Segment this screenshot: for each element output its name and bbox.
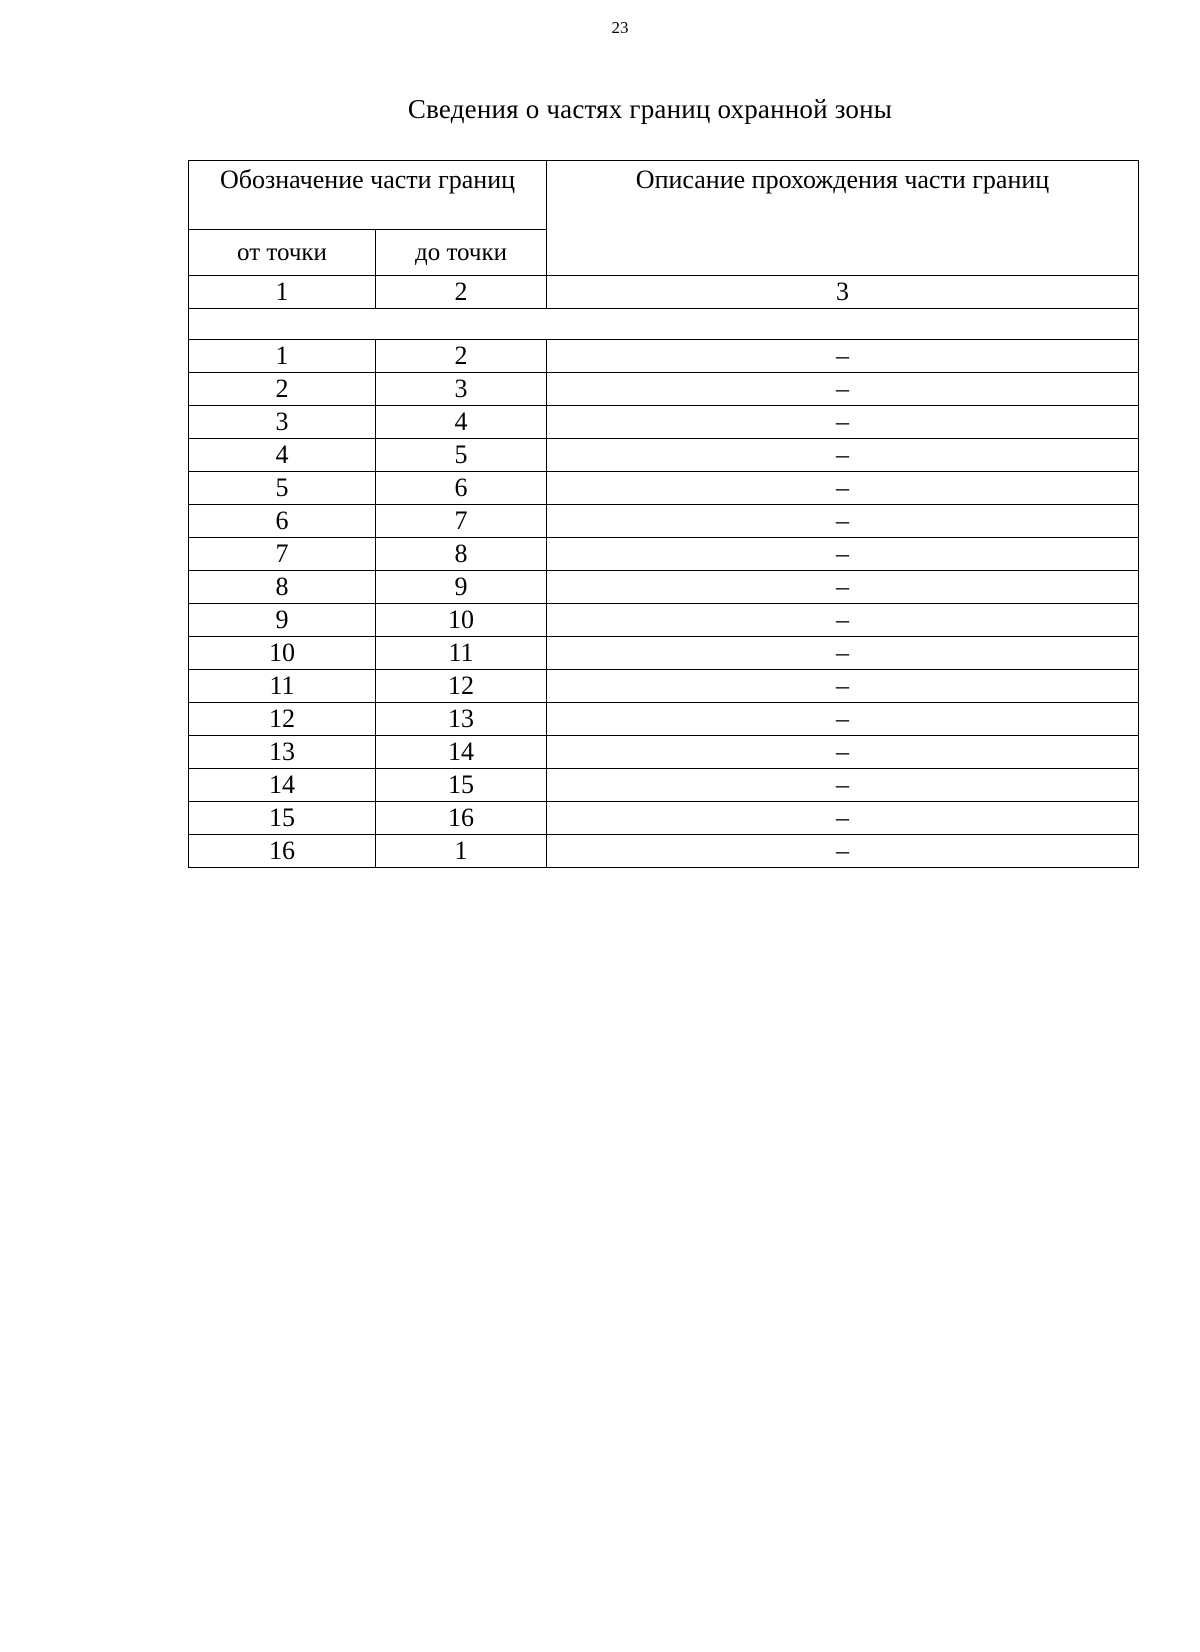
- from-point-cell: 1: [189, 340, 376, 373]
- page-number: 23: [611, 18, 629, 37]
- table-row: [189, 571, 1139, 604]
- to-point-cell: 6: [376, 472, 547, 505]
- table-row: [189, 637, 1139, 670]
- table-row: [189, 802, 1139, 835]
- to-point-cell: 9: [376, 571, 547, 604]
- description-cell: –: [547, 571, 1139, 604]
- from-point-cell: 7: [189, 538, 376, 571]
- to-point-cell: 13: [376, 703, 547, 736]
- description-cell: –: [547, 802, 1139, 835]
- description-cell: –: [547, 373, 1139, 406]
- description-cell: –: [547, 769, 1139, 802]
- empty-row: [189, 309, 1139, 340]
- table-row: [189, 736, 1139, 769]
- table-row: [189, 835, 1139, 868]
- table-row: [189, 538, 1139, 571]
- from-point-cell: 12: [189, 703, 376, 736]
- from-point-cell: 6: [189, 505, 376, 538]
- from-point-cell: 11: [189, 670, 376, 703]
- description-cell: –: [547, 670, 1139, 703]
- description-cell: –: [547, 505, 1139, 538]
- description-cell: –: [547, 472, 1139, 505]
- table-row: [189, 703, 1139, 736]
- to-point-cell: 12: [376, 670, 547, 703]
- from-point-cell: 10: [189, 637, 376, 670]
- description-cell: –: [547, 406, 1139, 439]
- to-point-cell: 8: [376, 538, 547, 571]
- header-to-point: до точки: [376, 230, 547, 276]
- from-point-cell: 16: [189, 835, 376, 868]
- description-cell: –: [547, 835, 1139, 868]
- header-from-point: от точки: [189, 230, 376, 276]
- description-cell: –: [547, 703, 1139, 736]
- description-cell: –: [547, 604, 1139, 637]
- boundary-parts-table: [188, 160, 1139, 868]
- description-cell: –: [547, 637, 1139, 670]
- to-point-cell: 14: [376, 736, 547, 769]
- description-cell: –: [547, 340, 1139, 373]
- to-point-cell: 4: [376, 406, 547, 439]
- header-description: Описание прохождения части границ: [547, 161, 1139, 276]
- from-point-cell: 14: [189, 769, 376, 802]
- column-number: 3: [547, 276, 1139, 309]
- to-point-cell: 3: [376, 373, 547, 406]
- column-number-row: [189, 276, 1139, 309]
- to-point-cell: 11: [376, 637, 547, 670]
- empty-cell: [189, 309, 1139, 340]
- description-cell: –: [547, 439, 1139, 472]
- to-point-cell: 15: [376, 769, 547, 802]
- from-point-cell: 5: [189, 472, 376, 505]
- table-row: [189, 670, 1139, 703]
- table-row: [189, 373, 1139, 406]
- table-row: [189, 604, 1139, 637]
- table-row: [189, 439, 1139, 472]
- to-point-cell: 16: [376, 802, 547, 835]
- description-cell: –: [547, 736, 1139, 769]
- table-row: [189, 472, 1139, 505]
- from-point-cell: 2: [189, 373, 376, 406]
- to-point-cell: 2: [376, 340, 547, 373]
- column-number: 1: [189, 276, 376, 309]
- to-point-cell: 1: [376, 835, 547, 868]
- from-point-cell: 9: [189, 604, 376, 637]
- from-point-cell: 13: [189, 736, 376, 769]
- table-row: [189, 406, 1139, 439]
- table-row: [189, 505, 1139, 538]
- table-row: [189, 769, 1139, 802]
- description-cell: –: [547, 538, 1139, 571]
- from-point-cell: 3: [189, 406, 376, 439]
- to-point-cell: 7: [376, 505, 547, 538]
- to-point-cell: 5: [376, 439, 547, 472]
- header-designation: Обозначение части границ: [189, 161, 547, 230]
- document-title: Сведения о частях границ охранной зоны: [407, 94, 893, 124]
- from-point-cell: 4: [189, 439, 376, 472]
- header-row: [189, 161, 1139, 230]
- from-point-cell: 15: [189, 802, 376, 835]
- from-point-cell: 8: [189, 571, 376, 604]
- table-row: [189, 340, 1139, 373]
- to-point-cell: 10: [376, 604, 547, 637]
- column-number: 2: [376, 276, 547, 309]
